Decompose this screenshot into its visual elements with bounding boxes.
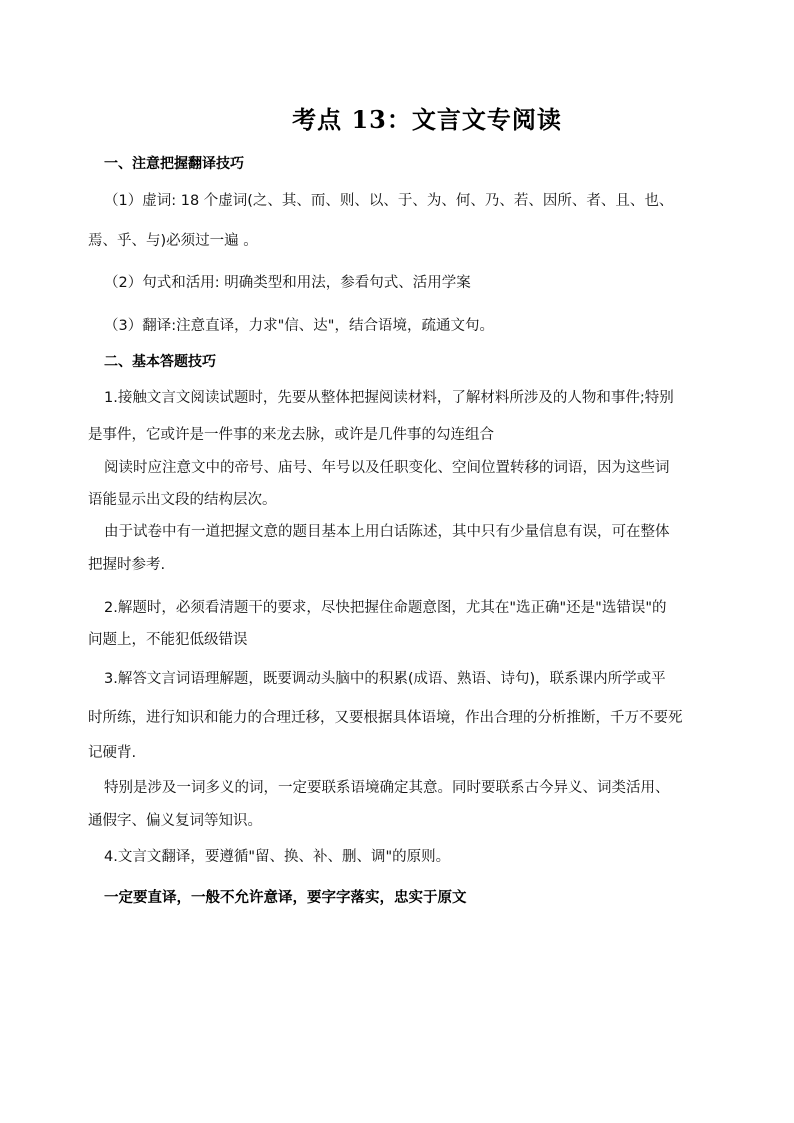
paragraph-3-line-1: 由于试卷中有一道把握文意的题目基本上用白话陈述，其中只有少量信息有误，可在整体 (104, 524, 670, 540)
paragraph-5-line-2: 时所练，进行知识和能力的合理迁移，又要根据具体语境，作出合理的分析推断，千万不要死 (88, 710, 683, 726)
page-title: 考点 13：文言文专阅读 (292, 105, 562, 134)
item-sentence-patterns: （2）句式和活用: 明确类型和用法，参看句式、活用学案 (104, 275, 471, 291)
item-function-words-line-2: 焉、乎、与)必须过一遍 。 (88, 233, 258, 249)
item-translation: （3）翻译:注意直译，力求"信、达"，结合语境，疏通文句。 (104, 318, 494, 334)
paragraph-2-line-1: 阅读时应注意文中的帝号、庙号、年号以及任职变化、空间位置转移的词语，因为这些词 (104, 460, 670, 476)
paragraph-5-line-1: 3.解答文言词语理解题，既要调动头脑中的积累(成语、熟语、诗句)，联系课内所学或平 (104, 671, 666, 687)
paragraph-7: 4.文言文翻译，要遵循"留、换、补、删、调"的原则。 (104, 849, 451, 865)
paragraph-3-line-2: 把握时参考. (88, 557, 166, 573)
section-heading-answer-skills: 二、基本答题技巧 (104, 354, 216, 370)
paragraph-4-line-2: 问题上，不能犯低级错误 (88, 632, 248, 648)
paragraph-4-line-1: 2.解题时，必须看清题干的要求，尽快把握住命题意图，尤其在"选正确"还是"选错误"的 (104, 600, 667, 616)
paragraph-1-line-2: 是事件，它或许是一件事的来龙去脉，或许是几件事的勾连组合 (88, 427, 494, 443)
paragraph-6-line-2: 通假字、偏义复词等知识。 (88, 813, 262, 829)
paragraph-5-line-3: 记硬背. (88, 745, 137, 761)
closing-emphasis: 一定要直译，一般不允许意译，要字字落实，忠实于原文 (104, 889, 467, 906)
paragraph-1-line-1: 1.接触文言文阅读试题时，先要从整体把握阅读材料，了解材料所涉及的人物和事件;特别 (104, 390, 674, 406)
paragraph-6-line-1: 特别是涉及一词多义的词，一定要联系语境确定其意。同时要联系古今异义、词类活用、 (104, 780, 670, 796)
item-function-words-line-1: （1）虚词: 18 个虚词(之、其、而、则、以、于、为、何、乃、若、因所、者、且、也、 (104, 193, 674, 209)
section-heading-translation-skills: 一、注意把握翻译技巧 (104, 156, 244, 172)
paragraph-2-line-2: 语能显示出文段的结构层次。 (88, 492, 277, 508)
